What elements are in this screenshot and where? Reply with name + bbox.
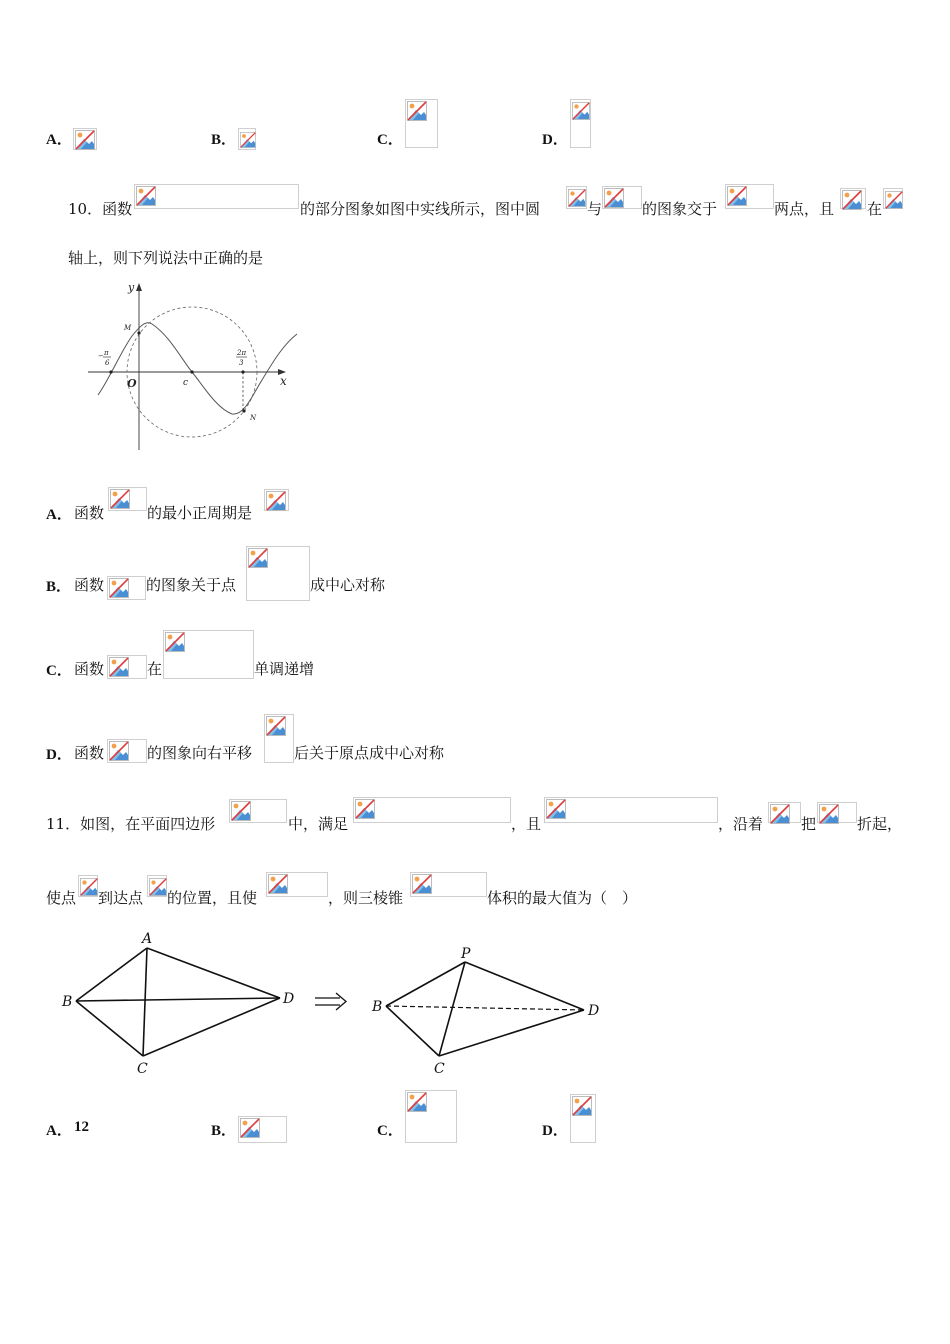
q10-graph-figure bbox=[84, 278, 304, 454]
q11-condition-2 bbox=[544, 797, 718, 823]
q10-option-b-point bbox=[246, 546, 310, 601]
vertex-b2-label: B bbox=[372, 999, 383, 1015]
vertex-p-label: P bbox=[461, 946, 471, 962]
image-placeholder-icon bbox=[75, 130, 95, 150]
q11-stem-text-11: 体积的最大值为（ ） bbox=[487, 889, 638, 907]
x-axis-label: x bbox=[280, 374, 287, 388]
q11-condition-1 bbox=[353, 797, 511, 823]
q10-option-c-interval bbox=[163, 630, 254, 679]
point-n bbox=[242, 409, 245, 412]
q11-option-d-image bbox=[570, 1094, 596, 1143]
q9-option-a-image bbox=[73, 128, 97, 150]
q11-stem-text-2: 中，满足 bbox=[288, 815, 349, 833]
q10-point-c-formula bbox=[840, 188, 866, 209]
q10-option-d-text-2: 的图象向右平移 bbox=[147, 744, 253, 762]
image-placeholder-icon bbox=[266, 491, 286, 511]
q11-condition-3 bbox=[266, 872, 328, 897]
q10-option-d-text-3: 后关于原点成中心对称 bbox=[294, 744, 445, 762]
q11-option-b-image bbox=[238, 1116, 287, 1143]
vertex-d2-label: D bbox=[588, 1003, 600, 1019]
point-m bbox=[137, 331, 140, 334]
image-placeholder-icon bbox=[885, 190, 903, 210]
image-placeholder-icon bbox=[355, 799, 375, 819]
q10-option-a-text-2: 的最小正周期是 bbox=[147, 504, 253, 522]
vertex-c-label: C bbox=[137, 1061, 148, 1077]
image-placeholder-icon bbox=[268, 874, 288, 894]
q10-option-b-text-3: 成中心对称 bbox=[310, 576, 386, 594]
q11-stem-text-3: ，且 bbox=[511, 815, 542, 833]
q11-option-a-value: 12 bbox=[74, 1119, 89, 1135]
q10-option-c-text-1: 函数 bbox=[74, 660, 105, 678]
image-placeholder-icon bbox=[572, 101, 590, 121]
q10-option-d-shift bbox=[264, 714, 294, 763]
q9-option-c-label: C． bbox=[377, 132, 403, 148]
point-n-label: N bbox=[250, 414, 257, 422]
q10-option-d-label: D． bbox=[46, 747, 72, 763]
pi-label: π bbox=[104, 349, 109, 357]
q10-points-formula bbox=[725, 184, 774, 209]
q10-number: 10．函数 bbox=[68, 200, 133, 218]
q10-option-a-period bbox=[264, 489, 289, 511]
image-placeholder-icon bbox=[770, 804, 790, 824]
q11-stem-text-6: 折起， bbox=[857, 815, 903, 833]
point-c-label: c bbox=[183, 378, 189, 388]
image-placeholder-icon bbox=[109, 741, 129, 761]
q11-option-c-label: C． bbox=[377, 1123, 403, 1139]
y-axis-label: y bbox=[128, 281, 135, 294]
image-placeholder-icon bbox=[604, 188, 624, 208]
q10-option-d-formula bbox=[107, 739, 147, 763]
point-m-label: M bbox=[124, 324, 132, 332]
q11-stem-text-7: 使点 bbox=[46, 889, 77, 907]
q11-stem-text-4: ，沿着 bbox=[718, 815, 764, 833]
q10-option-b-label: B． bbox=[46, 579, 72, 595]
origin-label: O bbox=[127, 377, 137, 390]
q10-option-c-formula bbox=[107, 655, 147, 679]
q10-option-b-text-2: 的图象关于点 bbox=[146, 576, 237, 594]
image-placeholder-icon bbox=[819, 804, 839, 824]
image-placeholder-icon bbox=[149, 877, 167, 897]
q10-option-c-text-3: 单调递增 bbox=[254, 660, 315, 678]
image-placeholder-icon bbox=[110, 489, 130, 509]
q9-option-b-label: B． bbox=[211, 132, 237, 148]
q9-option-c-image bbox=[405, 99, 438, 148]
q10-option-a-formula bbox=[108, 487, 147, 511]
six-label: 6 bbox=[105, 359, 110, 367]
x-axis bbox=[88, 369, 286, 375]
image-placeholder-icon bbox=[568, 188, 586, 208]
image-placeholder-icon bbox=[165, 632, 185, 652]
image-placeholder-icon bbox=[572, 1096, 592, 1116]
vertex-c2-label: C bbox=[434, 1061, 445, 1077]
q11-point-a bbox=[78, 875, 98, 897]
image-placeholder-icon bbox=[412, 874, 432, 894]
q10-axis-formula bbox=[883, 188, 903, 209]
image-placeholder-icon bbox=[240, 130, 256, 150]
two-pi-label: 2π bbox=[237, 349, 247, 357]
q11-option-d-label: D． bbox=[542, 1123, 568, 1139]
image-placeholder-icon bbox=[842, 190, 862, 210]
image-placeholder-icon bbox=[248, 548, 268, 568]
image-placeholder-icon bbox=[80, 877, 98, 897]
q11-folding-figure bbox=[56, 925, 606, 1080]
image-placeholder-icon bbox=[407, 101, 427, 121]
q10-option-d-text-1: 函数 bbox=[74, 744, 105, 762]
q10-stem-text-3: 的图象交于 bbox=[642, 200, 718, 218]
q10-function-formula bbox=[134, 184, 299, 209]
point-neg-pi-6 bbox=[109, 370, 112, 373]
tetrahedron-pbcd bbox=[386, 962, 584, 1056]
q10-option-c-label: C． bbox=[46, 663, 72, 679]
q11-quad-formula bbox=[229, 799, 287, 823]
q10-stem-text-4: 两点，且 bbox=[774, 200, 835, 218]
image-placeholder-icon bbox=[109, 578, 129, 598]
q11-stem-text-9: 的位置，且使 bbox=[167, 889, 258, 907]
image-placeholder-icon bbox=[266, 716, 286, 736]
q10-option-a-label: A． bbox=[46, 507, 72, 523]
q9-option-a-label: A． bbox=[46, 132, 72, 148]
q10-stem-text-1: 的部分图象如图中实线所示，图中圆 bbox=[300, 200, 541, 218]
point-c bbox=[190, 370, 193, 373]
q10-circle-formula bbox=[566, 186, 587, 209]
q9-option-d-image bbox=[570, 99, 591, 148]
point-2pi-3 bbox=[241, 370, 244, 373]
sine-curve bbox=[98, 323, 297, 414]
q10-function-ref bbox=[602, 186, 642, 209]
q9-option-b-image bbox=[238, 128, 256, 150]
y-axis bbox=[136, 283, 142, 450]
q11-option-c-image bbox=[405, 1090, 457, 1143]
image-placeholder-icon bbox=[407, 1092, 427, 1112]
q11-point-p bbox=[147, 875, 167, 897]
q10-option-a-text-1: 函数 bbox=[74, 504, 105, 522]
q11-pyramid bbox=[410, 872, 487, 897]
q10-stem-text-2: 与 bbox=[587, 200, 603, 218]
neg-sign: − bbox=[98, 352, 104, 360]
q10-stem-text-5: 在 bbox=[867, 200, 883, 218]
q10-option-c-text-2: 在 bbox=[147, 660, 163, 678]
image-placeholder-icon bbox=[136, 186, 156, 206]
q11-fold-line bbox=[768, 802, 801, 823]
q10-option-b-formula bbox=[107, 576, 146, 600]
image-placeholder-icon bbox=[727, 186, 747, 206]
three-label: 3 bbox=[239, 359, 244, 367]
q11-stem-text-5: 把 bbox=[801, 815, 817, 833]
vertex-b-label: B bbox=[62, 994, 73, 1010]
image-placeholder-icon bbox=[240, 1118, 260, 1138]
fold-arrow-icon bbox=[315, 993, 346, 1010]
image-placeholder-icon bbox=[109, 657, 129, 677]
q9-option-d-label: D． bbox=[542, 132, 568, 148]
q10-option-b-text-1: 函数 bbox=[74, 576, 105, 594]
image-placeholder-icon bbox=[546, 799, 566, 819]
vertex-d-label: D bbox=[283, 991, 295, 1007]
vertex-a-label: A bbox=[142, 931, 153, 947]
q11-stem-text-10: ，则三棱锥 bbox=[328, 889, 404, 907]
q11-stem-text-1: 11．如图，在平面四边形 bbox=[46, 815, 216, 833]
image-placeholder-icon bbox=[231, 801, 251, 821]
q10-stem-line-2: 轴上，则下列说法中正确的是 bbox=[68, 249, 264, 267]
q11-option-b-label: B． bbox=[211, 1123, 237, 1139]
quadrilateral-abcd bbox=[76, 948, 280, 1056]
q11-stem-text-8: 到达点 bbox=[98, 889, 144, 907]
q11-triangle bbox=[817, 802, 857, 823]
q11-option-a-label: A． bbox=[46, 1123, 72, 1139]
